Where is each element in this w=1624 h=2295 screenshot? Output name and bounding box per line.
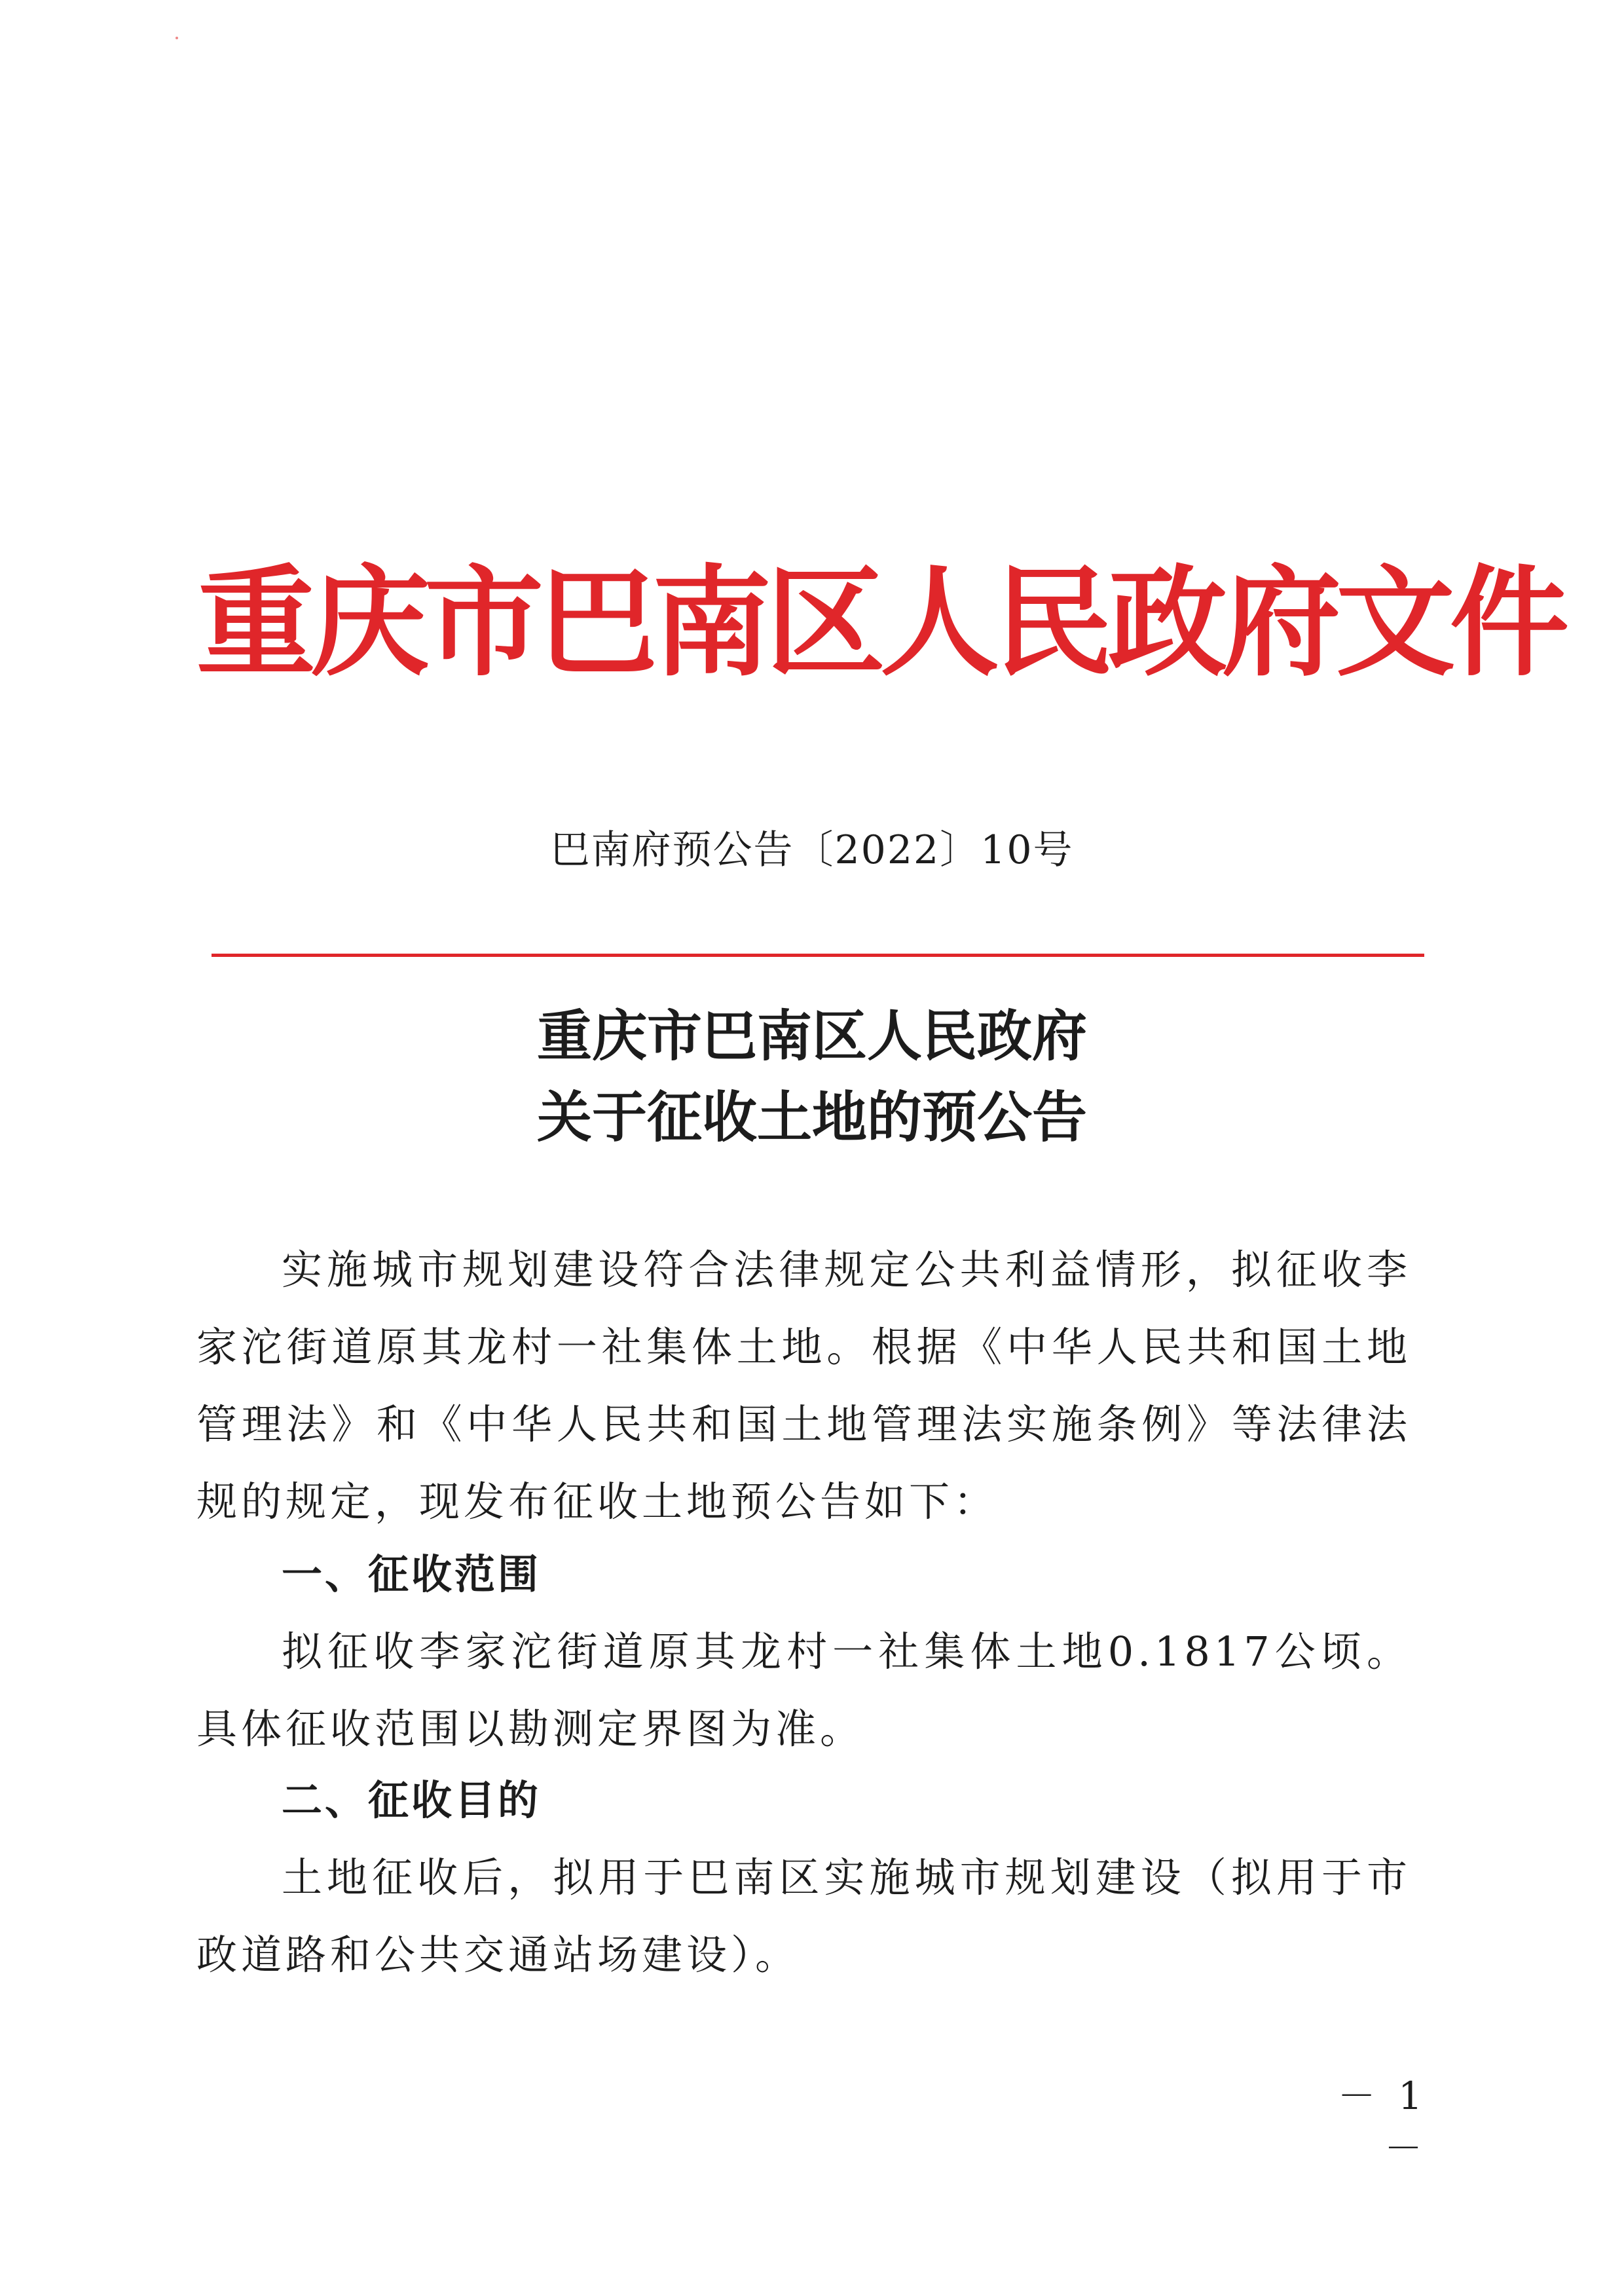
intro-paragraph: 实施城市规划建设符合法律规定公共利益情形，拟征收李家沱街道原其龙村一社集体土地。根据《中华人民共和国土地管理法》和《中华人民共和国土地管理法实施条例》等法律法规的规定，现发布征收土地预公告如下： [196, 1246, 1411, 1525]
notice-title-line-1: 重庆市巴南区人民政府 [536, 1004, 1087, 1068]
section-1-paragraph: 拟征收李家沱街道原其龙村一社集体土地0.1817公顷。具体征收范围以勘测定界图为准。 [196, 1628, 1411, 1753]
issuing-authority-header: 重庆市巴南区人民政府文件 [196, 552, 1564, 692]
section-2-paragraph: 土地征收后，拟用于巴南区实施城市规划建设（拟用于市政道路和公共交通站场建设）。 [196, 1854, 1411, 1979]
notice-title [196, 996, 1428, 1158]
red-divider-line [212, 954, 1424, 957]
page-number: － 1 － [1337, 2074, 1428, 2171]
notice-title-line-2: 关于征收土地的预公告 [536, 1085, 1087, 1149]
section-2-heading: 二、征收目的 [282, 1776, 542, 1824]
scan-artifact-dot [175, 37, 178, 39]
section-1-heading: 一、征收范围 [282, 1550, 542, 1598]
document-number: 巴南府预公告〔2022〕10号 [550, 827, 1074, 873]
